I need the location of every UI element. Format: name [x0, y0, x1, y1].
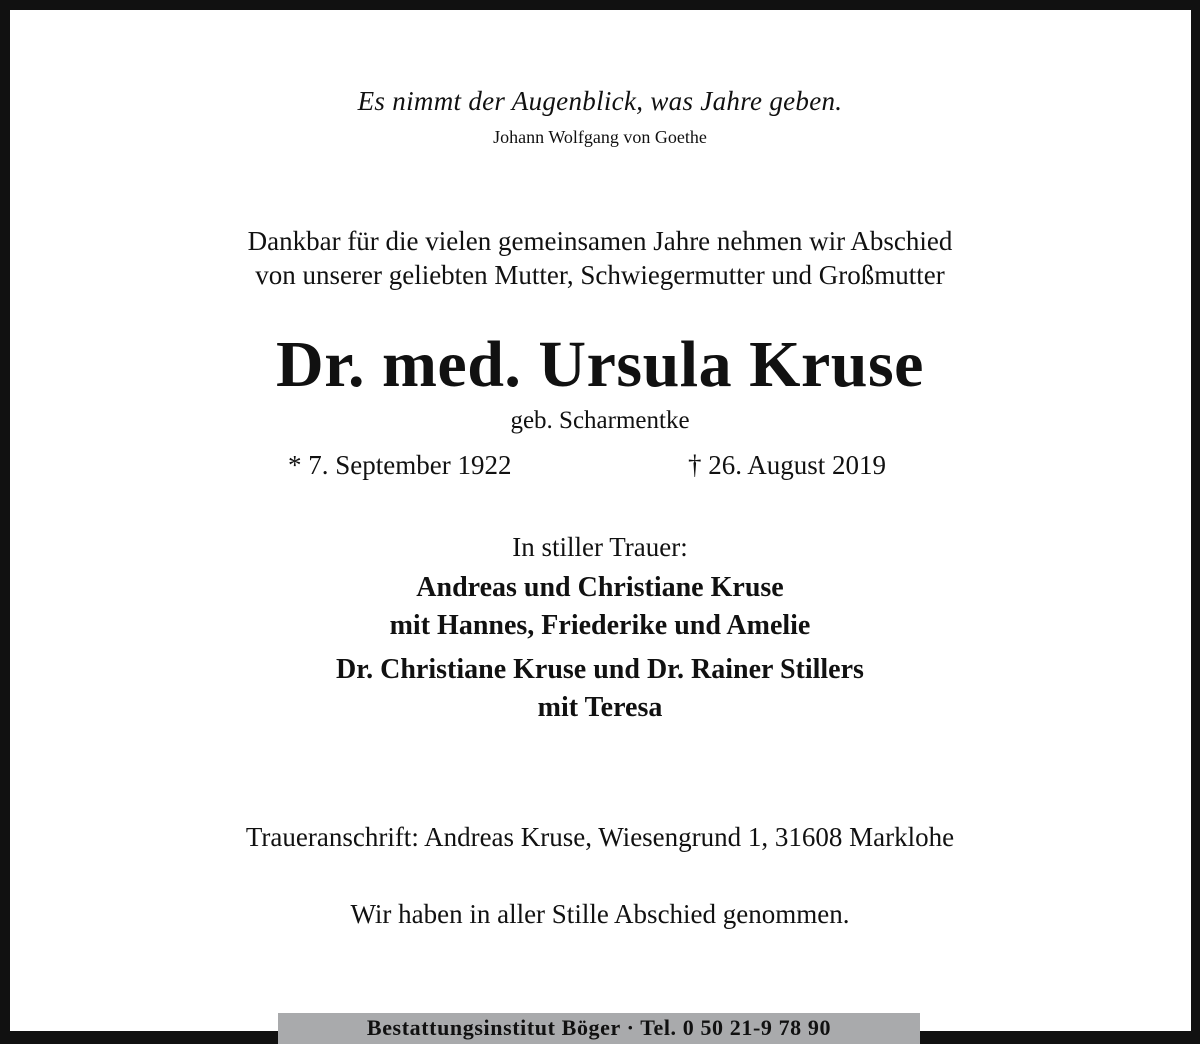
maiden-name: geb. Scharmentke [510, 407, 690, 434]
funeral-home-banner [278, 1013, 920, 1044]
mourning-address: Traueranschrift: Andreas Kruse, Wiesengrund 1, 31608 Marklohe [245, 822, 955, 852]
mourner-line-2: mit Hannes, Friederike und Amelie [389, 610, 811, 641]
mourner-line-4: mit Teresa [537, 692, 663, 723]
closing-note: Wir haben in aller Stille Abschied genommen. [350, 899, 850, 929]
birth-date: * 7. September 1922 [288, 450, 512, 480]
intro-line-2: von unserer geliebten Mutter, Schwiegermutter und Großmutter [255, 260, 945, 290]
quote-author: Johann Wolfgang von Goethe [493, 127, 707, 147]
mourner-line-1: Andreas und Christiane Kruse [416, 572, 784, 603]
deceased-name: Dr. med. Ursula Kruse [276, 328, 924, 401]
mourning-heading: In stiller Trauer: [512, 532, 688, 562]
goethe-quote: Es nimmt der Augenblick, was Jahre geben. [357, 86, 843, 116]
death-date: † 26. August 2019 [688, 450, 887, 480]
mourner-line-3: Dr. Christiane Kruse und Dr. Rainer Stillers [336, 654, 864, 685]
intro-line-1: Dankbar für die vielen gemeinsamen Jahre nehmen wir Abschied [247, 226, 953, 256]
funeral-home-contact: Bestattungsinstitut Böger · Tel. 0 50 21-9 78 90 [366, 1015, 832, 1040]
